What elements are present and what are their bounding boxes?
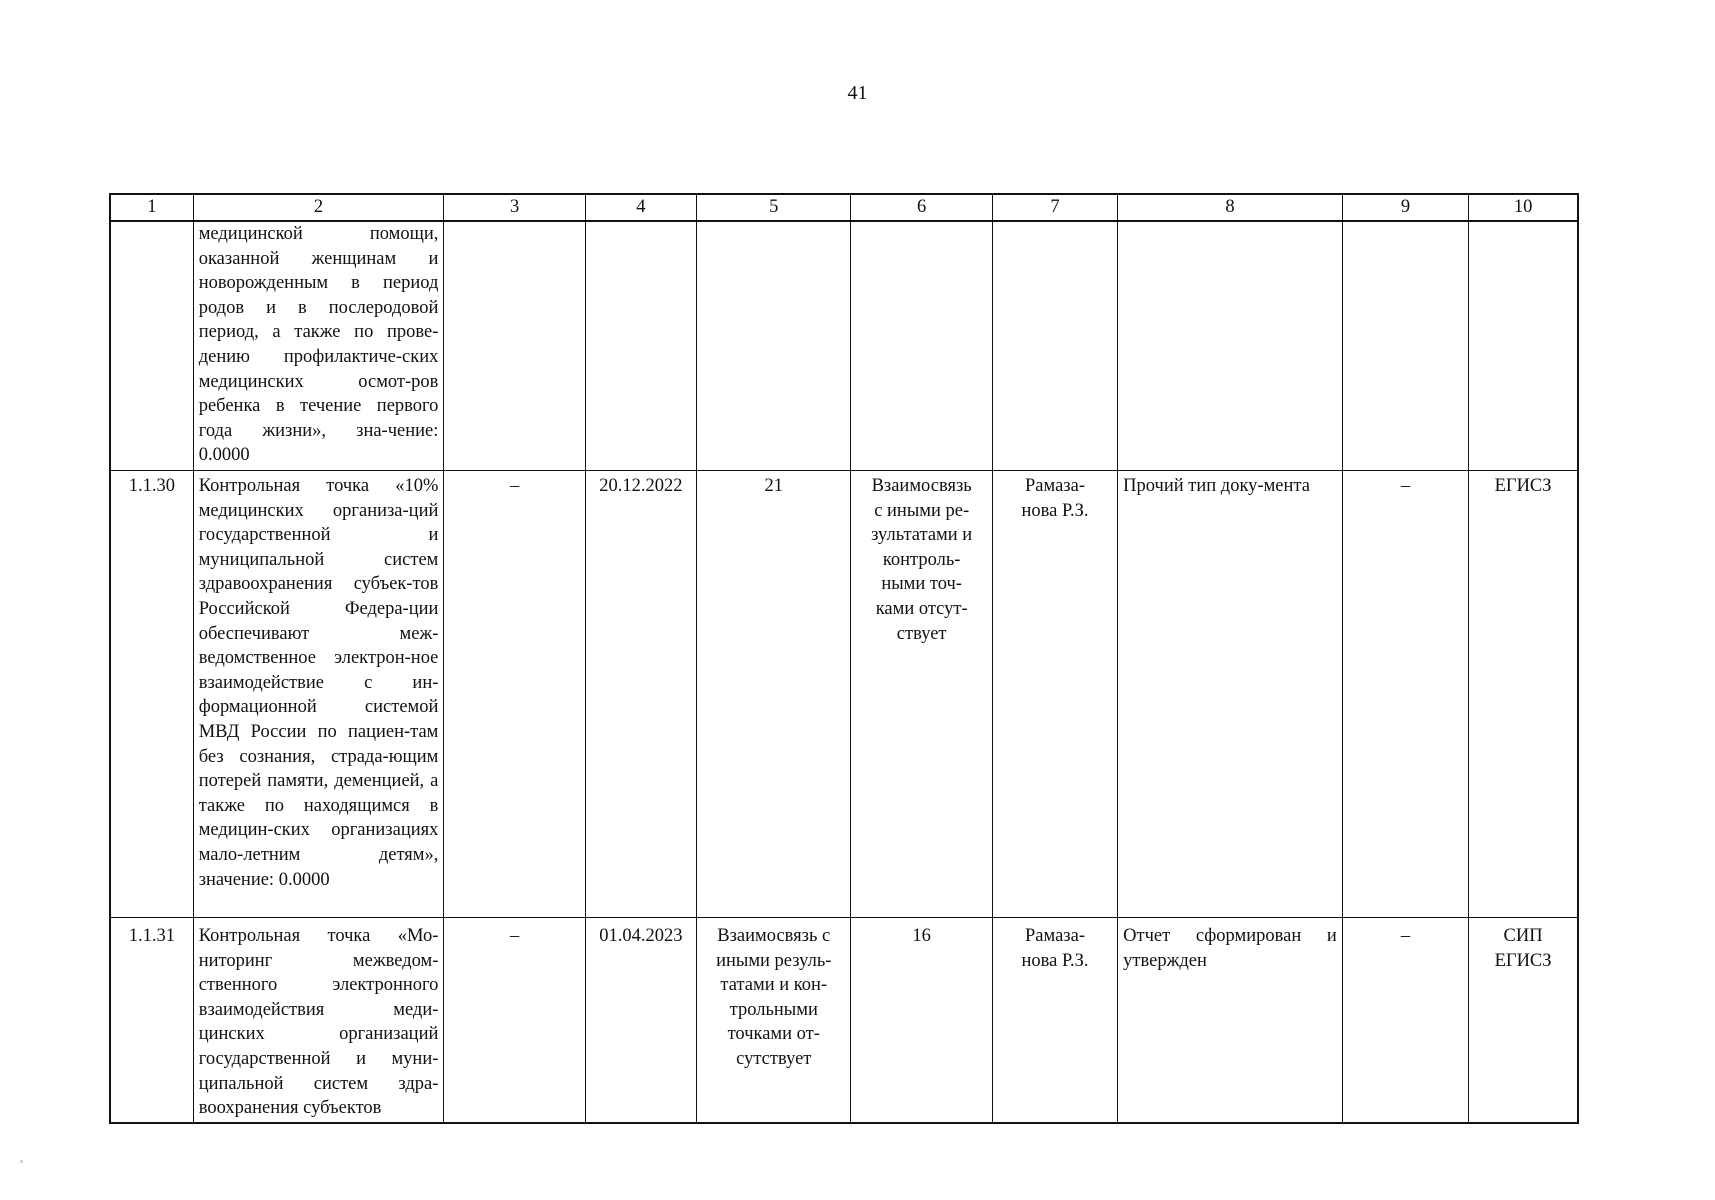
system-text: СИП ЕГИСЗ xyxy=(1494,926,1552,971)
system-text: ЕГИСЗ xyxy=(1494,476,1552,496)
cell-system xyxy=(1469,918,1578,1124)
column-header: 6 xyxy=(851,194,992,221)
column-header: 3 xyxy=(444,194,585,221)
cell-responsible xyxy=(992,471,1117,918)
table-row xyxy=(110,471,1578,918)
cell-col9 xyxy=(1342,221,1468,471)
responsible-text: Рамаза- нова Р.З. xyxy=(1021,476,1089,521)
cell-col4 xyxy=(585,221,696,471)
column-header: 2 xyxy=(193,194,444,221)
column-header: 4 xyxy=(585,194,696,221)
cell-col10 xyxy=(1469,221,1578,471)
cell-description xyxy=(193,471,444,918)
cell-num xyxy=(110,221,193,471)
cell-col5 xyxy=(697,221,851,471)
cell-responsible xyxy=(992,918,1117,1124)
description-text: медицинской помощи, оказанной женщинам и новорожденным в период родов и в послеродовой период, а также по прове-дению профилактиче-ских медицинских осмот-ров ребенка в течение первого года жизни», зна-чение: 0.0000 xyxy=(198,224,439,466)
document-type-text: Отчет сформирован и утвержден xyxy=(1123,926,1337,971)
cell-system xyxy=(1469,471,1578,918)
header-row xyxy=(110,194,1578,221)
cell-num: 1.1.31 xyxy=(110,918,193,1124)
cell-date: 01.04.2023 xyxy=(585,918,696,1124)
description-text: Контрольная точка «10% медицинских организа-ций государственной и муниципальной систем здравоохранения субъек-тов Российской Федера-ции обеспечивают меж-ведомственное электрон-ное взаимодействие с ин-формационной системой МВД России по пациен-там без сознания, страда-ющим потерей памяти, деменцией, а также по находящимся в медицин-ских организациях мало-летним детям», значение: 0.0000 xyxy=(198,476,439,890)
relation-text: Взаимосвязь с иными ре- зультатами и контроль- ными точ- ками отсут- ствует xyxy=(871,476,973,644)
description-text: Контрольная точка «Мо-ниторинг межведом-ственного электронного взаимодействия меди-цинских организаций государственной и муни-ципальной систем здра-воохранения субъектов xyxy=(198,926,439,1119)
cell-description xyxy=(193,221,444,471)
table-row-continuation xyxy=(110,221,1578,471)
cell-col3: – xyxy=(444,918,585,1124)
cell-num: 1.1.30 xyxy=(110,471,193,918)
cell-col3 xyxy=(444,221,585,471)
table-row xyxy=(110,918,1578,1124)
relation-text: Взаимосвязь с иными резуль- татами и кон- трольными точками от- сутствует xyxy=(716,926,832,1069)
cell-document-type xyxy=(1118,471,1343,918)
cell-col6 xyxy=(851,221,992,471)
cell-date: 20.12.2022 xyxy=(585,471,696,918)
cell-document-type xyxy=(1118,918,1343,1124)
cell-col7 xyxy=(992,221,1117,471)
column-header: 7 xyxy=(992,194,1117,221)
cell-description xyxy=(193,918,444,1124)
responsible-text: Рамаза- нова Р.З. xyxy=(1021,926,1089,971)
cell-col5: 21 xyxy=(697,471,851,918)
cell-col9: – xyxy=(1342,918,1468,1124)
cell-col6 xyxy=(851,471,992,918)
column-header: 1 xyxy=(110,194,193,221)
cell-col3: – xyxy=(444,471,585,918)
cell-col6: 16 xyxy=(851,918,992,1124)
scan-artifact xyxy=(20,1160,23,1163)
cell-col5 xyxy=(697,918,851,1124)
cell-col9: – xyxy=(1342,471,1468,918)
page-number: 41 xyxy=(847,82,868,104)
column-header: 9 xyxy=(1342,194,1468,221)
control-points-table xyxy=(109,193,1579,1124)
column-header: 10 xyxy=(1469,194,1578,221)
column-header: 5 xyxy=(697,194,851,221)
cell-col8 xyxy=(1118,221,1343,471)
column-header: 8 xyxy=(1118,194,1343,221)
document-type-text: Прочий тип доку-мента xyxy=(1123,476,1310,496)
